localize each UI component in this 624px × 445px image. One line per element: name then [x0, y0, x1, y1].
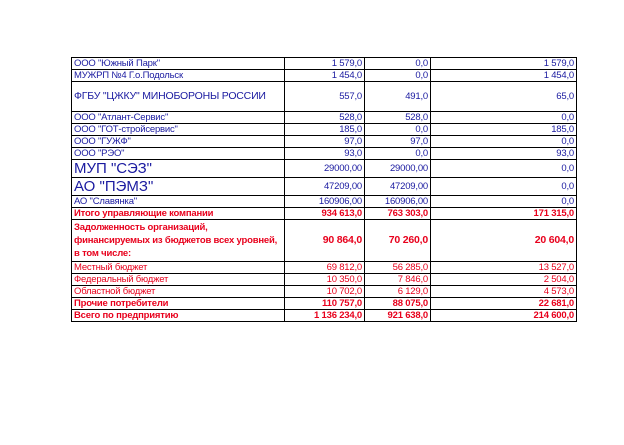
value-col-3: 22 681,0: [431, 298, 577, 310]
value-col-3: 214 600,0: [431, 310, 577, 322]
value-col-1: 110 757,0: [285, 298, 365, 310]
table-row: [72, 70, 577, 82]
row-name: АО "Славянка": [72, 196, 285, 208]
value-col-1: 97,0: [285, 136, 365, 148]
value-col-2: 921 638,0: [365, 310, 431, 322]
value-col-3: 0,0: [431, 160, 577, 178]
table-row: [72, 58, 577, 70]
value-col-1: 29000,00: [285, 160, 365, 178]
value-col-2: 0,0: [365, 58, 431, 70]
value-col-3: 1 454,0: [431, 70, 577, 82]
row-name: АО "ПЭМЗ": [72, 178, 285, 196]
row-name: ООО "Атлант-Сервис": [72, 112, 285, 124]
table-row: [72, 160, 577, 178]
value-col-2: 56 285,0: [365, 262, 431, 274]
value-col-3: 171 315,0: [431, 208, 577, 220]
value-col-3: 13 527,0: [431, 262, 577, 274]
value-col-3: 0,0: [431, 136, 577, 148]
value-col-1: 160906,00: [285, 196, 365, 208]
value-col-3: 93,0: [431, 148, 577, 160]
value-col-1: 90 864,0: [285, 220, 365, 262]
value-col-1: 69 812,0: [285, 262, 365, 274]
row-name: Федеральный бюджет: [72, 274, 285, 286]
row-name: Всего по предприятию: [72, 310, 285, 322]
value-col-2: 528,0: [365, 112, 431, 124]
value-col-2: 160906,00: [365, 196, 431, 208]
value-col-1: 10 350,0: [285, 274, 365, 286]
table-row: [72, 148, 577, 160]
table-row: [72, 112, 577, 124]
value-col-2: 88 075,0: [365, 298, 431, 310]
row-name: Итого управляющие компании: [72, 208, 285, 220]
row-name: ООО "ГУЖФ": [72, 136, 285, 148]
debt-table: [71, 57, 577, 322]
value-col-3: 4 573,0: [431, 286, 577, 298]
table-row: [72, 82, 577, 112]
table-row: [72, 262, 577, 274]
value-col-3: 2 504,0: [431, 274, 577, 286]
value-col-2: 0,0: [365, 124, 431, 136]
value-col-1: 528,0: [285, 112, 365, 124]
table-row: [72, 274, 577, 286]
value-col-3: 65,0: [431, 82, 577, 112]
value-col-1: 557,0: [285, 82, 365, 112]
value-col-2: 97,0: [365, 136, 431, 148]
value-col-2: 29000,00: [365, 160, 431, 178]
row-name: ООО "ГОТ-стройсервис": [72, 124, 285, 136]
table-row: [72, 178, 577, 196]
value-col-2: 47209,00: [365, 178, 431, 196]
table-row: [72, 286, 577, 298]
value-col-2: 70 260,0: [365, 220, 431, 262]
row-name: Местный бюджет: [72, 262, 285, 274]
value-col-1: 47209,00: [285, 178, 365, 196]
table-row: [72, 196, 577, 208]
value-col-3: 0,0: [431, 112, 577, 124]
value-col-2: 7 846,0: [365, 274, 431, 286]
grand-total-row: [72, 310, 577, 322]
row-name: Задолженность организаций, финансируемых из бюджетов всех уровней, в том числе:: [72, 220, 285, 262]
value-col-2: 763 303,0: [365, 208, 431, 220]
value-col-3: 0,0: [431, 178, 577, 196]
budget-debt-row: [72, 220, 577, 262]
value-col-2: 0,0: [365, 148, 431, 160]
value-col-2: 0,0: [365, 70, 431, 82]
value-col-2: 6 129,0: [365, 286, 431, 298]
value-col-1: 1 579,0: [285, 58, 365, 70]
table-row: [72, 298, 577, 310]
row-name: МУП "СЭЗ": [72, 160, 285, 178]
value-col-2: 491,0: [365, 82, 431, 112]
row-name: Прочие потребители: [72, 298, 285, 310]
value-col-1: 93,0: [285, 148, 365, 160]
value-col-1: 10 702,0: [285, 286, 365, 298]
table-row: [72, 124, 577, 136]
value-col-1: 185,0: [285, 124, 365, 136]
value-col-1: 934 613,0: [285, 208, 365, 220]
value-col-3: 185,0: [431, 124, 577, 136]
total-row: [72, 208, 577, 220]
value-col-1: 1 454,0: [285, 70, 365, 82]
value-col-3: 0,0: [431, 196, 577, 208]
value-col-3: 1 579,0: [431, 58, 577, 70]
row-name: ФГБУ "ЦЖКУ" МИНОБОРОНЫ РОССИИ: [72, 82, 285, 112]
row-name: ООО "РЭО": [72, 148, 285, 160]
table-row: [72, 136, 577, 148]
value-col-1: 1 136 234,0: [285, 310, 365, 322]
row-name: Областной бюджет: [72, 286, 285, 298]
row-name: ООО "Южный Парк": [72, 58, 285, 70]
value-col-3: 20 604,0: [431, 220, 577, 262]
row-name: МУЖРП №4 Г.о.Подольск: [72, 70, 285, 82]
